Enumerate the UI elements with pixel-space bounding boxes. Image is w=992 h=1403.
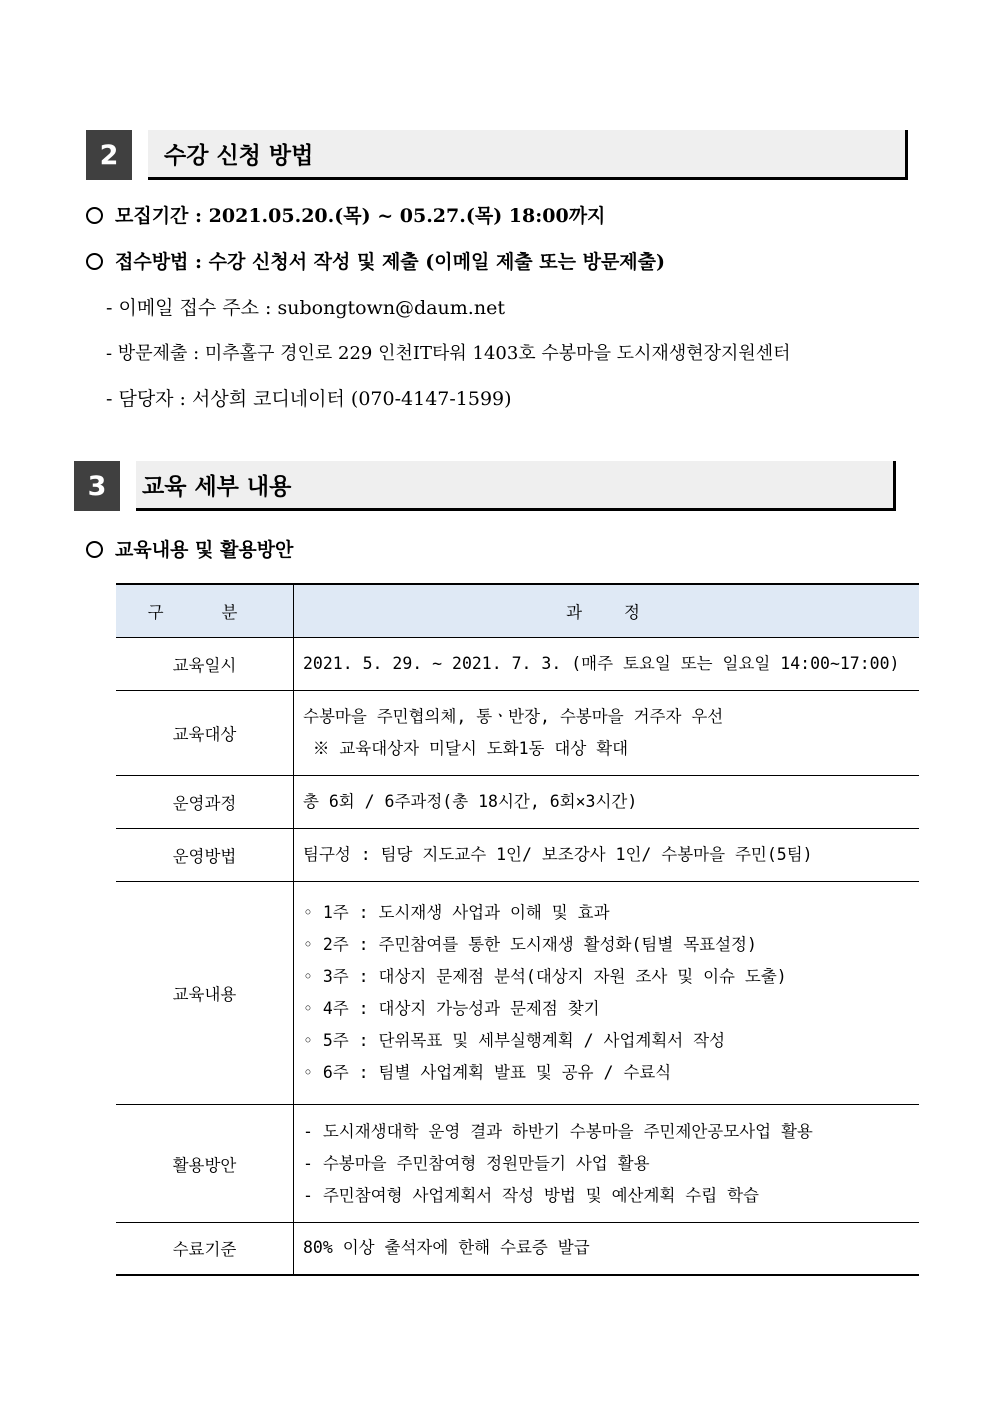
row-label: 운영방법 (116, 829, 294, 882)
section-number: 3 (74, 461, 120, 511)
education-table (116, 583, 919, 1276)
row-content: 2021. 5. 29. ~ 2021. 7. 3. (매주 토요일 또는 일요일 14:00~17:00) (294, 638, 920, 691)
subheading: 교육내용 및 활용방안 (86, 535, 293, 562)
bullet-icon (86, 253, 103, 270)
bullet-icon (86, 207, 103, 224)
section-number: 2 (86, 130, 132, 180)
section-title: 수강 신청 방법 (148, 130, 908, 180)
row-content: 수봉마을 주민협의체, 통ㆍ반장, 수봉마을 거주자 우선 ※ 교육대상자 미달시 도화1동 대상 확대 (294, 691, 920, 776)
row-content: ◦ 1주 : 도시재생 사업과 이해 및 효과 ◦ 2주 : 주민참여를 통한 도시재생 활성화(팀별 목표설정) ◦ 3주 : 대상지 문제점 분석(대상지 자원 조사 및 이슈 도출) ◦ 4주 : 대상지 가능성과 문제점 찾기 ◦ 5주 : 단위목표 및 세부실행계획 / 사업계획서 작성 ◦ 6주 : 팀별 사업계획 발표 및 공유 / 수료식 (294, 882, 920, 1105)
header-course: 과 정 (294, 584, 920, 638)
header-category: 구 분 (116, 584, 294, 638)
bullet-icon (86, 541, 103, 558)
contact-person-line: - 담당자 : 서상희 코디네이터 (070-4147-1599) (106, 388, 512, 410)
row-content: 총 6회 / 6주과정(총 18시간, 6회×3시간) (294, 776, 920, 829)
apply-method: 접수방법 : 수강 신청서 작성 및 제출 (이메일 제출 또는 방문제출) (86, 247, 665, 274)
section-title: 교육 세부 내용 (136, 461, 896, 511)
table-row (116, 1105, 919, 1223)
row-label: 수료기준 (116, 1223, 294, 1275)
row-label: 교육대상 (116, 691, 294, 776)
row-label: 교육내용 (116, 882, 294, 1105)
visit-submission-line: - 방문제출 : 미추홀구 경인로 229 인천IT타워 1403호 수봉마을 도시재생현장지원센터 (106, 343, 791, 364)
row-label: 활용방안 (116, 1105, 294, 1223)
table-row (116, 829, 919, 882)
section-3-header (74, 461, 292, 511)
row-label: 운영과정 (116, 776, 294, 829)
row-content: 팀구성 : 팀당 지도교수 1인/ 보조강사 1인/ 수봉마을 주민(5팀) (294, 829, 920, 882)
section-2-header (86, 130, 314, 180)
email-address-line: - 이메일 접수 주소 : subongtown@daum.net (106, 297, 505, 319)
row-content: 80% 이상 출석자에 한해 수료증 발급 (294, 1223, 920, 1275)
table-row (116, 776, 919, 829)
row-content: - 도시재생대학 운영 결과 하반기 수봉마을 주민제안공모사업 활용 - 수봉마을 주민참여형 정원만들기 사업 활용 - 주민참여형 사업계획서 작성 방법 및 예산계획 수립 학습 (294, 1105, 920, 1223)
recruit-period: 모집기간 : 2021.05.20.(목) ~ 05.27.(목) 18:00까지 (86, 201, 605, 228)
row-label: 교육일시 (116, 638, 294, 691)
table-row (116, 882, 919, 1105)
table-row (116, 1223, 919, 1275)
table-header-row (116, 584, 919, 638)
table-row (116, 691, 919, 776)
table-row (116, 638, 919, 691)
